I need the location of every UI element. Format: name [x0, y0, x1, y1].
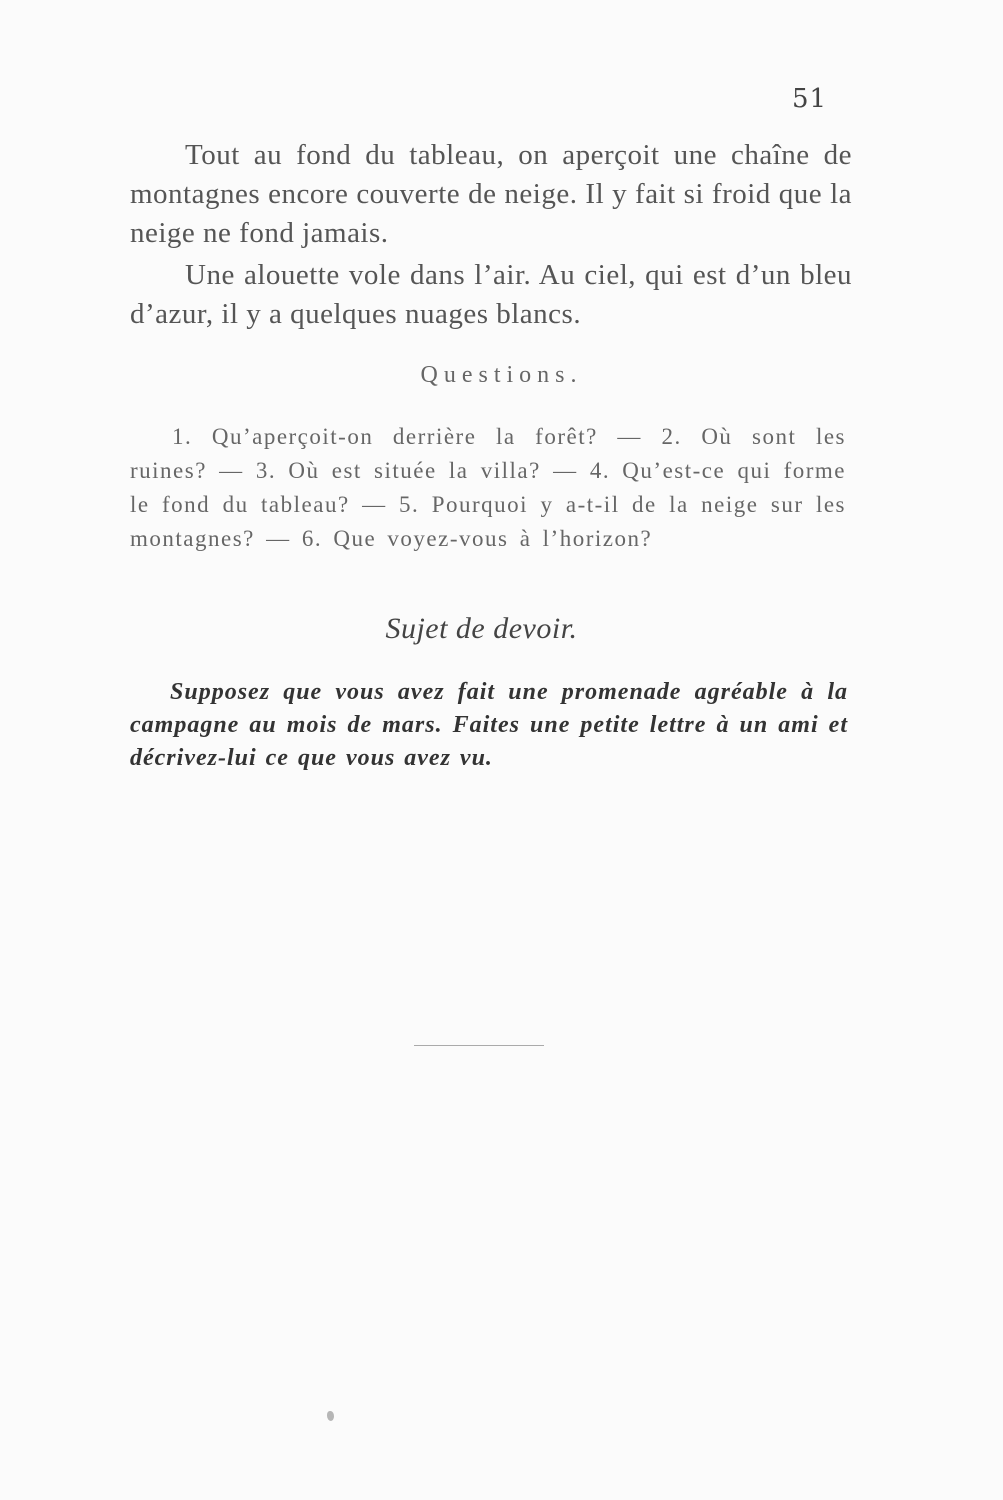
page-number: 51: [792, 84, 828, 114]
assignment-heading: Sujet de devoir.: [385, 612, 578, 645]
assignment-text: Supposez que vous avez fait une promenade agréable à la campagne au mois de mars. Faites une petite lettre à un ami et décrivez-lui ce que vous avez vu.: [130, 679, 848, 771]
ink-speck: [327, 1411, 334, 1421]
closing-rule: [414, 1045, 544, 1046]
questions-heading: Questions.: [420, 362, 583, 388]
body-paragraph-1: Tout au fond du tableau, on aperçoit une chaîne de montagnes encore couverte de neige. Il y fait si froid que la neige ne fond jamais.: [130, 139, 852, 249]
questions-list: 1. Qu’aperçoit-on derrière la forêt? — 2. Où sont les ruines? — 3. Où est située la villa? — 4. Qu’est-ce qui forme le fond du tableau? — 5. Pourquoi y a-t-il de la neige sur les montagnes? — 6. Que voyez-vous à l’horizon?: [130, 424, 846, 551]
body-paragraph-2: Une alouette vole dans l’air. Au ciel, qui est d’un bleu d’azur, il y a quelques nuages blancs.: [130, 259, 852, 330]
